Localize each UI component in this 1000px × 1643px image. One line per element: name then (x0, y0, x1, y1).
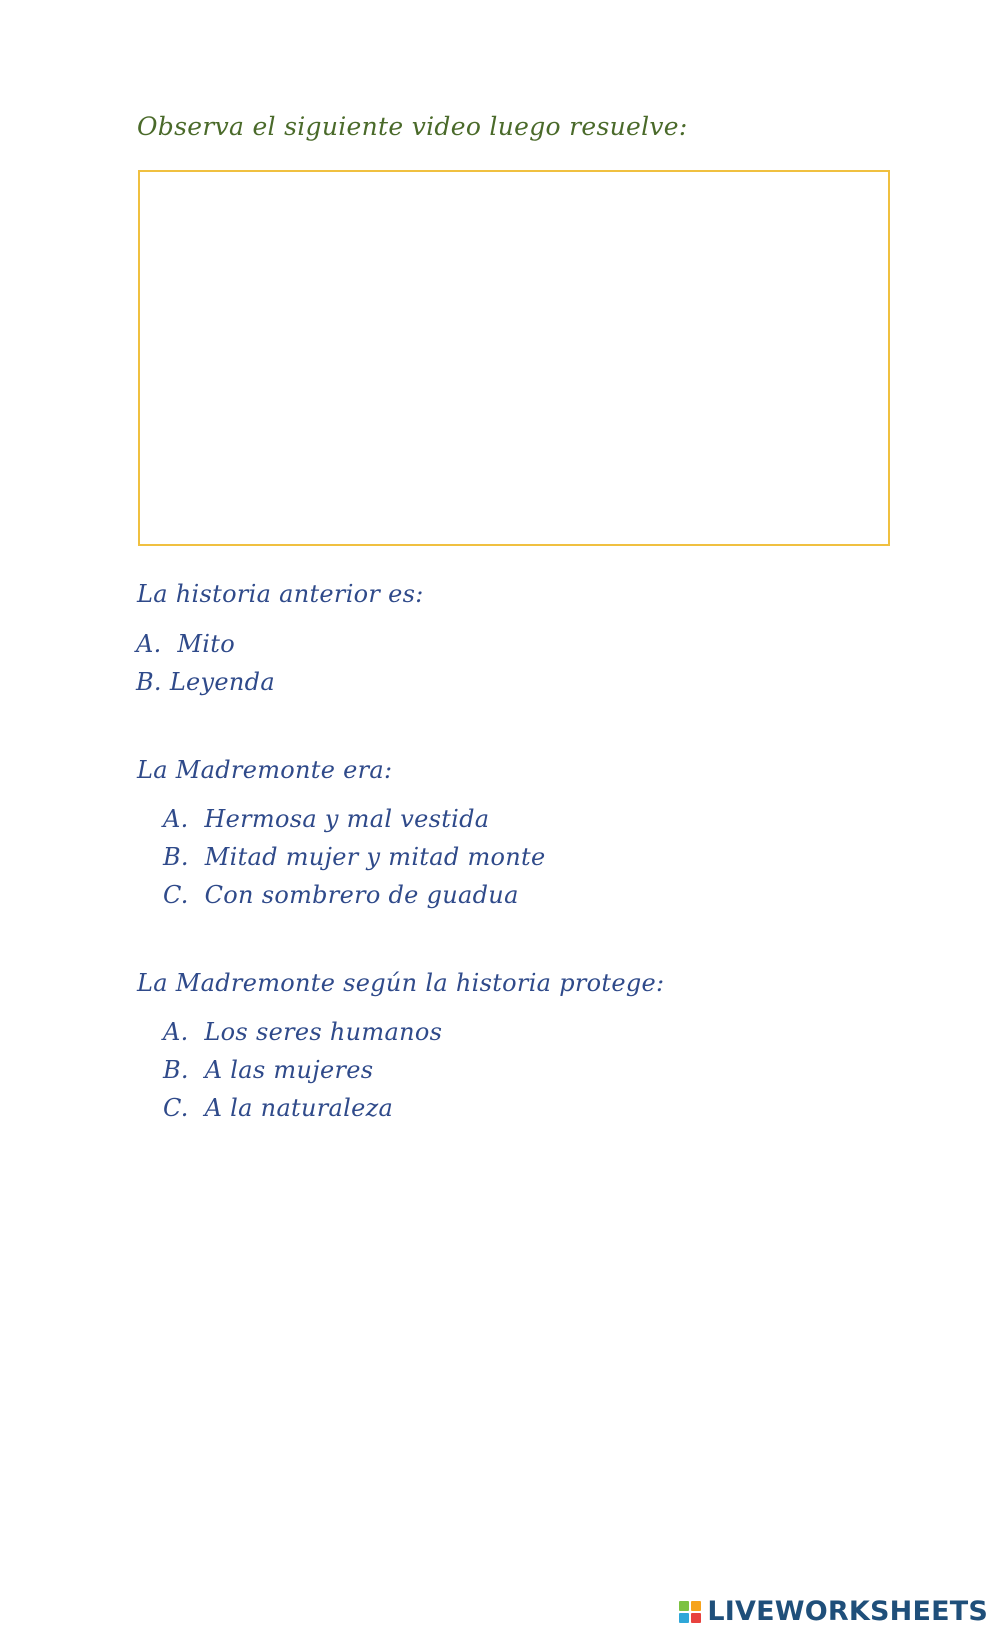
question-3-option-b[interactable] (163, 1056, 373, 1084)
brand-name: LIVEWORKSHEETS (707, 1596, 988, 1627)
question-3-option-a[interactable] (163, 1018, 442, 1046)
option-label: Leyenda (169, 668, 275, 696)
option-label: Los seres humanos (204, 1018, 443, 1046)
option-letter: C. (163, 1094, 189, 1122)
option-label: Con sombrero de guadua (204, 881, 519, 909)
option-letter: A. (163, 1018, 189, 1046)
instruction-text: Observa el siguiente video luego resuelve: (137, 112, 688, 141)
question-2-option-b[interactable] (163, 843, 545, 871)
video-embed-frame[interactable] (138, 170, 890, 546)
option-label: A las mujeres (204, 1056, 374, 1084)
question-1-text: La historia anterior es: (137, 580, 424, 608)
option-letter: B. (163, 1056, 189, 1084)
option-label: Mitad mujer y mitad monte (204, 843, 546, 871)
option-letter: B. (136, 668, 162, 696)
option-label: Hermosa y mal vestida (204, 805, 490, 833)
question-2-text: La Madremonte era: (137, 756, 393, 784)
option-letter: C. (163, 881, 189, 909)
liveworksheets-brand[interactable] (679, 1596, 988, 1627)
option-letter: B. (163, 843, 189, 871)
liveworksheets-logo-icon (679, 1601, 701, 1623)
question-1-option-a[interactable] (136, 630, 235, 658)
question-2-option-a[interactable] (163, 805, 489, 833)
question-3-text: La Madremonte según la historia protege: (137, 969, 665, 997)
option-label: A la naturaleza (204, 1094, 394, 1122)
option-letter: A. (136, 630, 162, 658)
question-2-option-c[interactable] (163, 881, 519, 909)
question-3-option-c[interactable] (163, 1094, 393, 1122)
option-label: Mito (177, 630, 235, 658)
option-letter: A. (163, 805, 189, 833)
question-1-option-b[interactable] (136, 668, 275, 696)
